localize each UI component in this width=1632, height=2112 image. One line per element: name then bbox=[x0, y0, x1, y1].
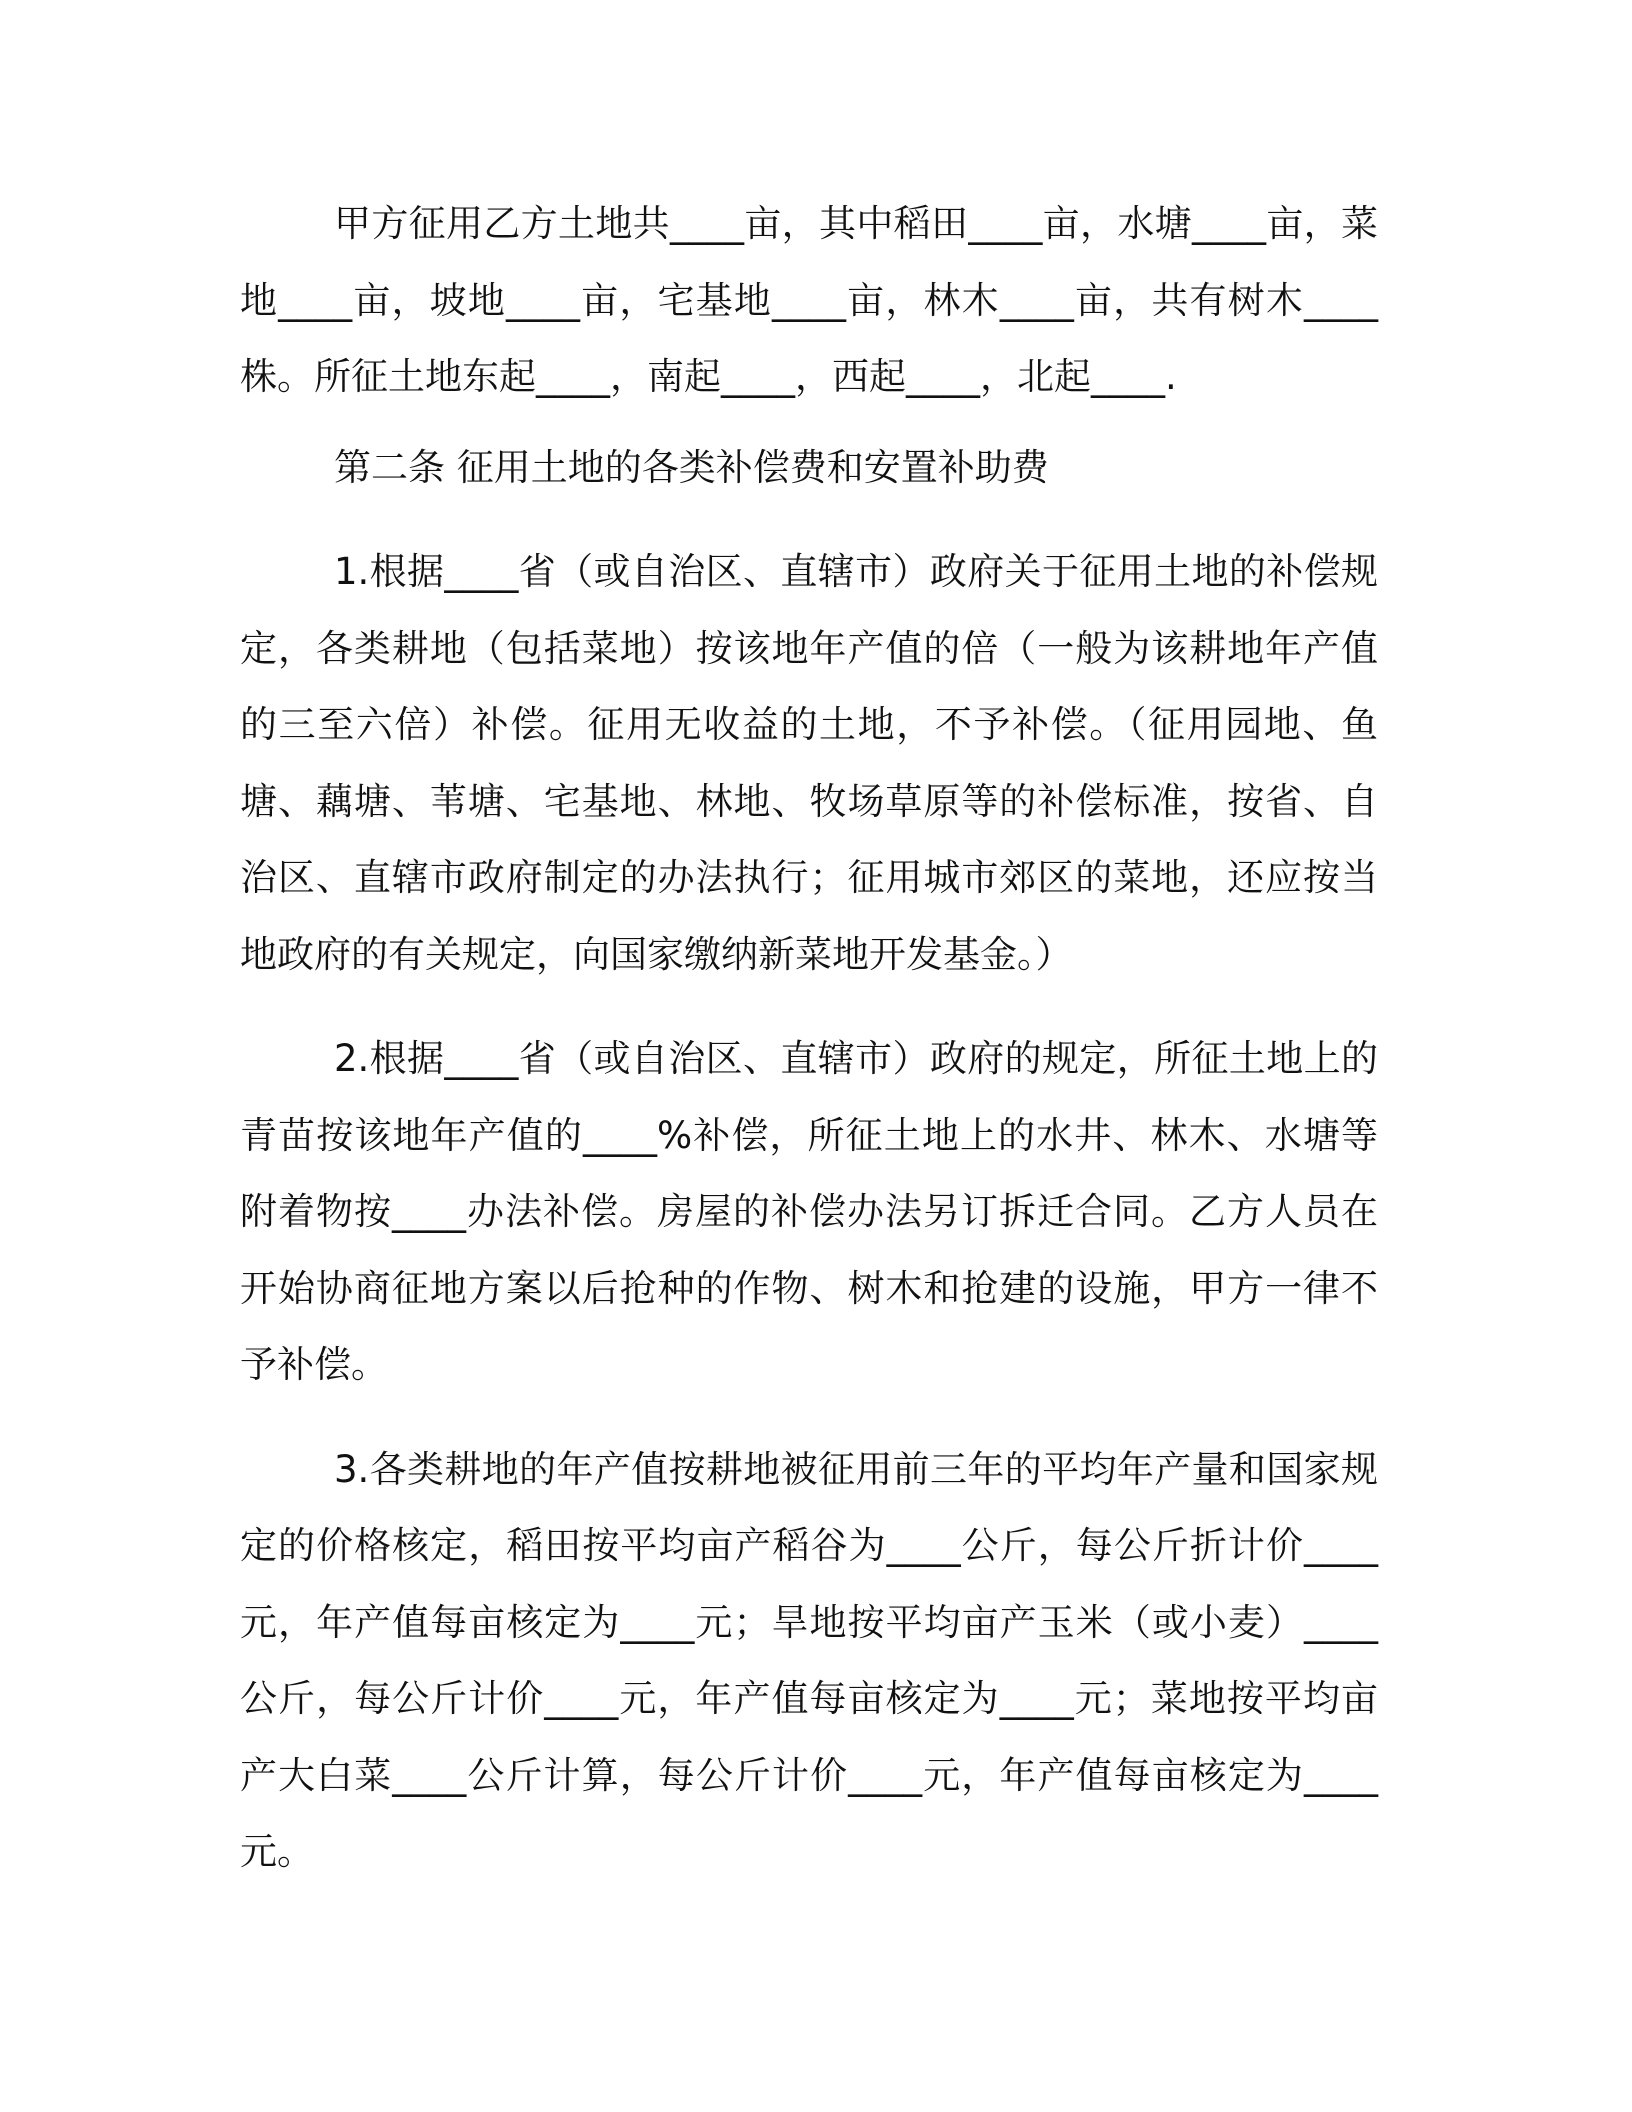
document-body bbox=[240, 186, 1378, 1891]
land-description-paragraph: 甲方征用乙方土地共____亩，其中稻田____亩，水塘____亩，菜地____亩，坡地____亩，宅基地____亩，林木____亩，共有树木____株。所征土地东起____，南起____，西起____，北起____. bbox=[240, 202, 1378, 398]
compensation-clause-3: 3.各类耕地的年产值按耕地被征用前三年的平均年产量和国家规定的价格核定，稻田按平均亩产稻谷为____公斤，每公斤折计价____元，年产值每亩核定为____元；旱地按平均亩产玉米（或小麦）____公斤，每公斤计价____元，年产值每亩核定为____元；菜地按平均亩产大白菜____公斤计算，每公斤计价____元，年产值每亩核定为____元。 bbox=[240, 1447, 1378, 1873]
compensation-clause-2: 2.根据____省（或自治区、直辖市）政府的规定，所征土地上的青苗按该地年产值的____%补偿，所征土地上的水井、林木、水塘等附着物按____办法补偿。房屋的补偿办法另订拆迁合同。乙方人员在开始协商征地方案以后抢种的作物、树木和抢建的设施，甲方一律不予补偿。 bbox=[240, 1037, 1378, 1386]
compensation-clause-1: 1.根据____省（或自治区、直辖市）政府关于征用土地的补偿规定，各类耕地（包括菜地）按该地年产值的倍（一般为该耕地年产值的三至六倍）补偿。征用无收益的土地，不予补偿。（征用园地、鱼塘、藕塘、苇塘、宅基地、林地、牧场草原等的补偿标准，按省、自治区、直辖市政府制定的办法执行；征用城市郊区的菜地，还应按当地政府的有关规定，向国家缴纳新菜地开发基金。） bbox=[240, 550, 1378, 976]
article-two-heading: 第二条 征用土地的各类补偿费和安置补助费 bbox=[334, 445, 1049, 489]
